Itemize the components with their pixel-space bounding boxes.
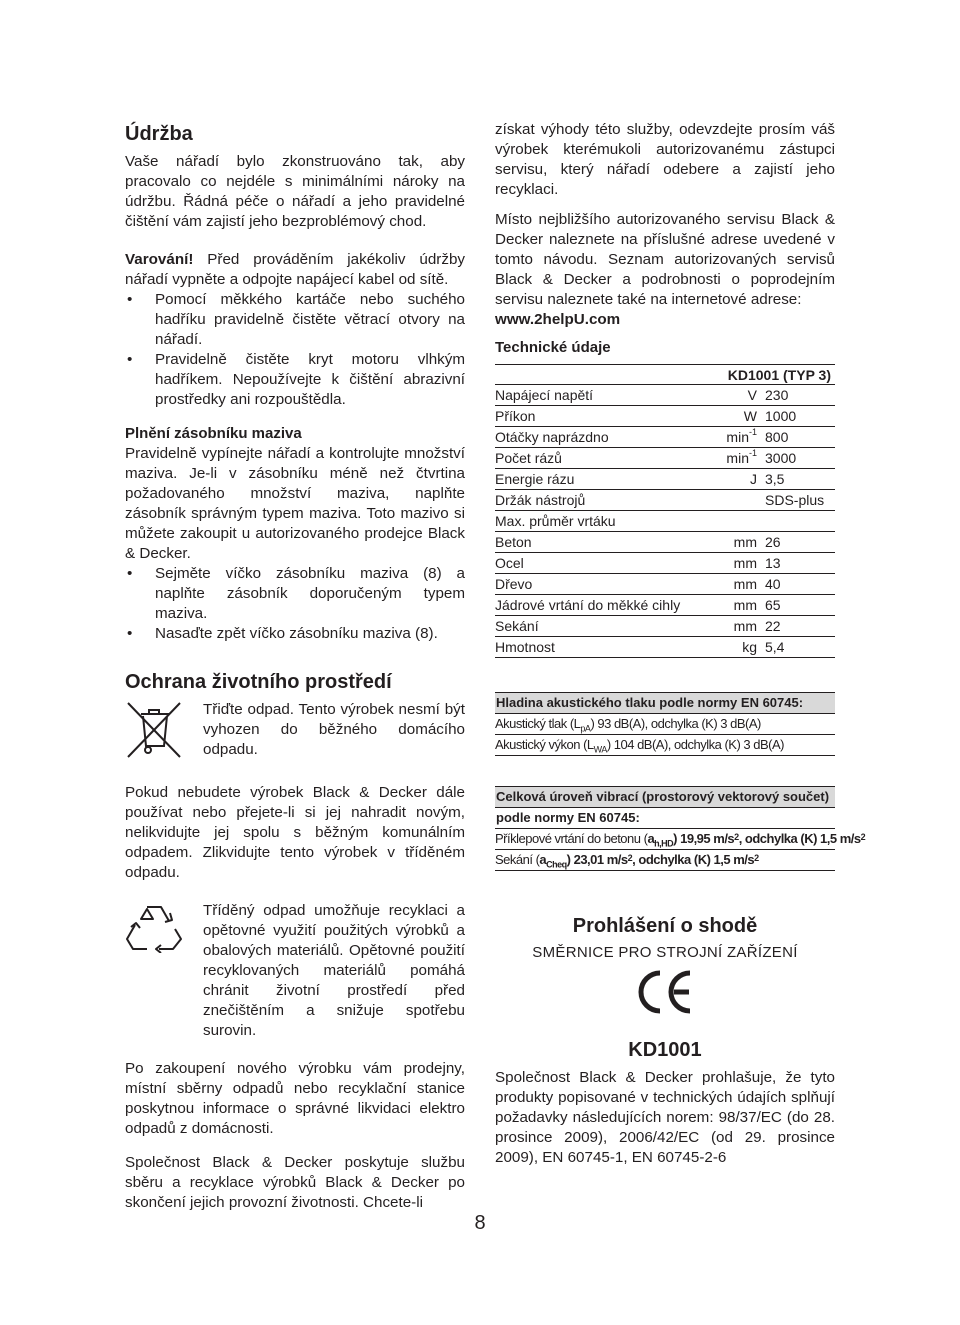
declaration-title: Prohlášení o shodě xyxy=(572,915,758,937)
noise-power-value: ) 104 dB(A), odchylka (K) 3 dB(A) xyxy=(606,737,784,752)
specs-header-row xyxy=(495,365,835,385)
spec-value: 3,5 xyxy=(765,469,835,490)
list-item: • Nasaďte zpět víčko zásobníku maziva (8). xyxy=(125,624,465,644)
lubricant-text: Pravidelně vypínejte nářadí a kontrolujte množství maziva. Je-li v zásobníku méně než čtvrtina požadovaného množství maziva, naplňte zásobník správným typem maziva. Toto mazivo si můžete zakoupit u autorizovaného prodejce Black & Decker. xyxy=(125,445,465,562)
declaration-model: KD1001 xyxy=(628,1039,702,1061)
service-continuation: získat výhody této služby, odevzdejte prosím váš výrobek kterémukoli autorizovanému zástupci servisu, který nářadí odebere a zajistí jeho recyklaci. xyxy=(495,121,835,198)
spec-label: Držák nástrojů xyxy=(495,490,700,511)
right-column xyxy=(495,120,866,1168)
spec-unit-text: mm xyxy=(733,555,757,571)
specs-row xyxy=(495,595,835,616)
spec-label: Max. průměr vrtáku xyxy=(495,511,700,532)
vibration-chiselling-value: ) 23,01 m/s xyxy=(566,852,628,867)
spec-value: 26 xyxy=(765,532,835,553)
spec-value: 40 xyxy=(765,574,835,595)
service-url: www.2helpU.com xyxy=(495,311,621,328)
spec-label: Napájecí napětí xyxy=(495,385,700,406)
spec-label: Příkon xyxy=(495,406,700,427)
spec-unit xyxy=(700,427,765,448)
spec-unit xyxy=(700,637,765,658)
specs-row xyxy=(495,406,835,427)
vibration-header-2: podle normy EN 60745: xyxy=(495,808,835,829)
noise-pressure-text: Akustický tlak (L xyxy=(495,716,581,731)
spec-unit-text: V xyxy=(747,387,757,403)
spec-unit xyxy=(700,616,765,637)
noise-power-sub: WA xyxy=(593,744,607,755)
environment-heading: Ochrana životního prostředí xyxy=(125,671,392,693)
vibration-drilling-tolerance: , odchylka (K) 1,5 m/s xyxy=(738,831,861,846)
noise-pressure-line xyxy=(495,714,835,735)
maintenance-warning xyxy=(125,250,465,290)
spec-unit xyxy=(700,448,765,469)
spec-unit xyxy=(700,385,765,406)
vibration-chiselling-text: Sekání ( xyxy=(495,852,540,867)
spec-unit-text: min xyxy=(726,429,749,445)
spec-value: 230 xyxy=(765,385,835,406)
warning-label: Varování! xyxy=(125,251,194,268)
spec-label: Ocel xyxy=(495,553,700,574)
specs-row xyxy=(495,427,835,448)
spec-unit-text: J xyxy=(750,471,757,487)
vibration-chiselling-sup-2: 2 xyxy=(754,853,759,863)
spec-unit xyxy=(700,511,765,532)
separate-collection-row xyxy=(125,700,465,765)
vibration-drilling-text: Příklepové vrtání do betonu ( xyxy=(495,831,648,846)
specs-table xyxy=(495,364,835,658)
spec-label: Beton xyxy=(495,532,700,553)
vibration-chiselling-sub: Cheq xyxy=(546,859,567,870)
spec-unit xyxy=(700,595,765,616)
spec-unit xyxy=(700,406,765,427)
environment-paragraph-2: Po zakoupení nového výrobku vám prodejny, místní sběrny odpadů nebo recyklační stanice poskytnou informace o správné likvidaci elektro odpadů z domácnosti. xyxy=(125,1060,465,1137)
spec-label: Dřevo xyxy=(495,574,700,595)
recycle-icon xyxy=(125,901,195,958)
noise-power-line xyxy=(495,735,835,756)
spec-unit xyxy=(700,553,765,574)
spec-unit-text: mm xyxy=(733,534,757,550)
specs-row xyxy=(495,637,835,658)
spec-label: Otáčky naprázdno xyxy=(495,427,700,448)
specs-row xyxy=(495,553,835,574)
ce-mark-icon xyxy=(495,969,835,1031)
specs-row xyxy=(495,616,835,637)
spec-value: 13 xyxy=(765,553,835,574)
spec-label: Energie rázu xyxy=(495,469,700,490)
vibration-chiselling-symbol: a xyxy=(539,852,547,867)
vibration-drilling-value: ) 19,95 m/s xyxy=(673,831,735,846)
noise-box xyxy=(495,692,835,756)
spec-value: 65 xyxy=(765,595,835,616)
recycling-row xyxy=(125,901,465,1041)
spec-unit-text: W xyxy=(743,408,757,424)
spec-value xyxy=(765,511,835,532)
specs-heading: Technické údaje xyxy=(495,339,611,356)
spec-unit-text: mm xyxy=(733,597,757,613)
spec-unit-text: kg xyxy=(742,639,757,655)
sort-waste-text: Třiďte odpad. Tento výrobek nesmí být vyhozen do běžného domácího odpadu. xyxy=(203,701,465,758)
spec-value: SDS-plus xyxy=(765,490,835,511)
specs-row xyxy=(495,469,835,490)
spec-unit xyxy=(700,490,765,511)
lubricant-heading: Plnění zásobníku maziva xyxy=(125,425,302,442)
declaration-text: Společnost Black & Decker prohlašuje, že tyto produkty popisované v technických údajích splňují požadavky následujících norem: 98/37/EC (do 28. prosince 2009), 2006/42/EC (od 29. prosince 2009), EN 60745-1, EN 60745-2-6 xyxy=(495,1069,835,1166)
spec-unit xyxy=(700,574,765,595)
maintenance-intro: Vaše nářadí bylo zkonstruováno tak, aby pracovalo co nejdéle s minimálními nároky na údržbu. Řádná péče o nářadí a jeho pravidelné čištění vám zajistí jeho bezproblémový chod. xyxy=(125,153,465,230)
maintenance-bullets xyxy=(125,290,465,410)
vibration-chiselling-tolerance: , odchylka (K) 1,5 m/s xyxy=(632,852,755,867)
noise-power-text: Akustický výkon (L xyxy=(495,737,594,752)
spec-unit xyxy=(700,532,765,553)
vibration-chiselling-line xyxy=(495,850,835,871)
list-item: • Sejměte víčko zásobníku maziva (8) a naplňte zásobník doporučeným typem maziva. xyxy=(125,564,465,624)
noise-pressure-sub: pA xyxy=(580,723,591,734)
spec-unit-text: mm xyxy=(733,576,757,592)
spec-value: 3000 xyxy=(765,448,835,469)
spec-value: 22 xyxy=(765,616,835,637)
vibration-box xyxy=(495,786,866,871)
environment-paragraph-1: Pokud nebudete výrobek Black & Decker dále používat nebo přejete-li si jej nahradit novým, nelikvidujte jej spolu s běžným komunálním odpadem. Zlikvidujte tento výrobek v tříděném odpadu. xyxy=(125,784,465,881)
spec-unit-exponent: -1 xyxy=(748,448,757,458)
specs-body xyxy=(495,385,835,658)
vibration-header-1: Celková úroveň vibrací (prostorový vektorový součet) xyxy=(495,787,835,808)
spec-value: 800 xyxy=(765,427,835,448)
list-item: • Pravidelně čistěte kryt motoru vlhkým hadříkem. Nepoužívejte k čištění abrazivní prostředky ani rozpouštědla. xyxy=(125,350,465,410)
vibration-drilling-sup: 2 xyxy=(734,832,739,842)
spec-label: Hmotnost xyxy=(495,637,700,658)
environment-paragraph-3: Společnost Black & Decker poskytuje službu sběru a recyklace výrobků Black & Decker po skončení jejich provozní životnosti. Chcete-li xyxy=(125,1154,465,1211)
maintenance-heading: Údržba xyxy=(125,123,193,145)
warning-text: Před prováděním jakékoliv údržby nářadí vypněte a odpojte napájecí kabel od sítě. xyxy=(125,251,465,288)
noise-pressure-value: ) 93 dB(A), odchylka (K) 3 dB(A) xyxy=(590,716,761,731)
page-number: 8 xyxy=(474,1212,486,1234)
spec-unit-text: min xyxy=(726,450,749,466)
spec-unit-exponent: -1 xyxy=(748,427,757,437)
service-paragraph: Místo nejbližšího autorizovaného servisu Black & Decker naleznete na příslušné adrese uvedené v tomto návodu. Seznam autorizovaných servisů Black & Decker a podrobnosti o poprodejním servisu naleznete také na internetové adrese: xyxy=(495,211,835,308)
recycling-text: Tříděný odpad umožňuje recyklaci a opětovné využití použitých výrobků a obalových materiálů. Opětovné použití recyklovaných materiálů pomáhá chránit životní prostředí před znečištěním a snižuje spotřebu surovin. xyxy=(203,902,465,1039)
specs-row xyxy=(495,511,835,532)
specs-row xyxy=(495,385,835,406)
spec-unit xyxy=(700,469,765,490)
declaration-subtitle: SMĚRNICE PRO STROJNÍ ZAŘÍZENÍ xyxy=(532,944,798,961)
vibration-chiselling-sup: 2 xyxy=(627,853,633,863)
vibration-drilling-sub: h,HD xyxy=(654,838,674,849)
list-item: • Pomocí měkkého kartáče nebo suchého hadříku pravidelně čistěte větrací otvory na nářadí. xyxy=(125,290,465,350)
spec-label: Sekání xyxy=(495,616,700,637)
spec-value: 1000 xyxy=(765,406,835,427)
left-column xyxy=(125,120,465,1213)
specs-row xyxy=(495,532,835,553)
spec-unit-text: mm xyxy=(733,618,757,634)
specs-row xyxy=(495,490,835,511)
vibration-drilling-sup-2: 2 xyxy=(860,832,866,842)
spec-value: 5,4 xyxy=(765,637,835,658)
noise-header: Hladina akustického tlaku podle normy EN 60745: xyxy=(495,693,835,714)
specs-row xyxy=(495,448,835,469)
declaration-section xyxy=(495,915,835,1168)
spec-label: Počet rázů xyxy=(495,448,700,469)
specs-row xyxy=(495,574,835,595)
specs-model-header: KD1001 (TYP 3) xyxy=(495,365,835,385)
crossed-bin-icon xyxy=(125,700,195,765)
vibration-drilling-line xyxy=(495,829,866,850)
vibration-drilling-symbol: a xyxy=(647,831,655,846)
lubricant-bullets xyxy=(125,564,465,644)
spec-label: Jádrové vrtání do měkké cihly xyxy=(495,595,700,616)
